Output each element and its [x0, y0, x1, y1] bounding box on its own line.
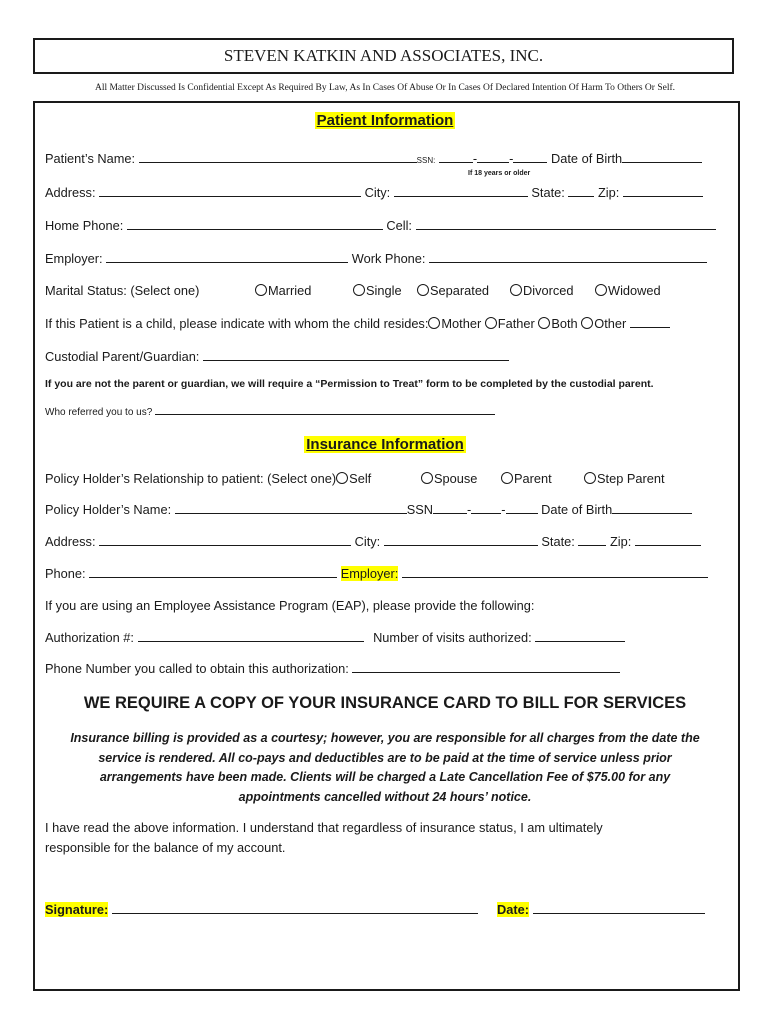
signature-label: Signature: [45, 902, 109, 917]
employer-label: Employer: [45, 251, 103, 266]
ssn-field-3[interactable] [513, 151, 547, 163]
billing-line: service is rendered. All co-pays and deductibles are to be paid at the time of service unless prior [98, 750, 672, 765]
holder-ssn-field-2[interactable] [471, 502, 501, 514]
referred-row [45, 405, 495, 418]
billing-line: Insurance billing is provided as a courtesy; however, you are responsible for all charges from the date the [70, 731, 700, 745]
radio-icon[interactable] [428, 317, 440, 329]
holder-name-row: Policy Holder’s Name: SSN - - Date of Birth [45, 502, 692, 517]
authorization-row [45, 630, 625, 645]
insurance-address-row [45, 534, 701, 549]
auth-field[interactable] [138, 630, 364, 642]
radio-icon[interactable] [485, 317, 497, 329]
ins-city-field[interactable] [384, 534, 538, 546]
holder-ssn-field-1[interactable] [433, 502, 467, 514]
insurance-card-heading: WE REQUIRE A COPY OF YOUR INSURANCE CARD TO BILL FOR SERVICES [83, 694, 687, 712]
holder-ssn-label: SSN [406, 502, 433, 517]
ins-city-label: City: [354, 534, 381, 549]
patient-employer-row [45, 251, 707, 266]
relationship-option-parent[interactable]: Parent [501, 471, 552, 486]
acknowledgement [45, 818, 735, 857]
dob-label: Date of Birth [551, 151, 623, 166]
holder-dob-label: Date of Birth [541, 502, 613, 517]
work-phone-field[interactable] [429, 251, 707, 263]
zip-label: Zip: [597, 185, 620, 200]
auth-phone-row [45, 661, 620, 676]
dob-field[interactable] [622, 151, 702, 163]
billing-notice [50, 729, 720, 807]
ssn-field-1[interactable] [439, 151, 473, 163]
ins-phone-label: Phone: [45, 566, 86, 581]
radio-icon[interactable] [417, 284, 429, 296]
billing-line: appointments cancelled without 24 hours’ notice. [238, 789, 532, 804]
patient-phone-row [45, 218, 716, 233]
ins-state-field[interactable] [578, 534, 606, 546]
ins-employer-field[interactable] [402, 566, 708, 578]
visits-field[interactable] [535, 630, 625, 642]
date-label: Date: [497, 902, 529, 917]
date-row [497, 902, 705, 917]
ins-zip-field[interactable] [635, 534, 701, 546]
zip-field[interactable] [623, 185, 703, 197]
holder-name-field[interactable] [175, 502, 407, 514]
holder-dob-field[interactable] [612, 502, 692, 514]
visits-label: Number of visits authorized: [373, 630, 532, 645]
relationship-option-step-parent[interactable]: Step Parent [584, 471, 665, 486]
relationship-option-self[interactable]: Self [336, 471, 371, 486]
city-label: City: [364, 185, 391, 200]
ssn-label: SSN: [416, 156, 436, 165]
company-name: STEVEN KATKIN AND ASSOCIATES, INC. [223, 46, 544, 65]
marital-option-divorced[interactable]: Divorced [510, 283, 574, 298]
custodial-label: Custodial Parent/Guardian: [45, 349, 200, 364]
company-header [33, 38, 734, 74]
home-phone-label: Home Phone: [45, 218, 124, 233]
permission-note: If you are not the parent or guardian, we will require a “Permission to Treat” form to be completed by the custodial parent. [45, 378, 654, 390]
state-label: State: [531, 185, 565, 200]
referred-label: Who referred you to us? [45, 407, 153, 418]
radio-icon[interactable] [255, 284, 267, 296]
patient-name-field[interactable] [139, 151, 417, 163]
patient-address-row [45, 185, 703, 200]
confidential-notice: All Matter Discussed Is Confidential Except As Required By Law, As In Cases Of Abuse Or In Cases Of Declared Intention Of Harm To Others Or Self. [94, 83, 676, 93]
child-option-mother[interactable]: Mother [428, 316, 481, 331]
radio-icon[interactable] [584, 472, 596, 484]
work-phone-label: Work Phone: [351, 251, 426, 266]
referred-field[interactable] [155, 405, 495, 415]
relationship-option-spouse[interactable]: Spouse [421, 471, 477, 486]
auth-phone-label: Phone Number you called to obtain this authorization: [45, 661, 349, 676]
date-field[interactable] [533, 902, 705, 914]
marital-row [45, 283, 199, 298]
radio-icon[interactable] [510, 284, 522, 296]
custodial-row [45, 349, 509, 364]
ins-phone-field[interactable] [89, 566, 337, 578]
radio-icon[interactable] [353, 284, 365, 296]
signature-field[interactable] [112, 902, 478, 914]
radio-icon[interactable] [581, 317, 593, 329]
home-phone-field[interactable] [127, 218, 383, 230]
radio-icon[interactable] [538, 317, 550, 329]
holder-ssn-field-3[interactable] [506, 502, 538, 514]
address-label: Address: [45, 185, 96, 200]
marital-label: Marital Status: (Select one) [45, 283, 200, 298]
address-field[interactable] [99, 185, 361, 197]
marital-option-separated[interactable]: Separated [417, 283, 489, 298]
marital-option-single[interactable]: Single [353, 283, 402, 298]
radio-icon[interactable] [595, 284, 607, 296]
insurance-phone-row [45, 566, 708, 581]
eap-text: If you are using an Employee Assistance Program (EAP), please provide the following: [45, 598, 535, 613]
state-field[interactable] [568, 185, 594, 197]
billing-line: arrangements have been made. Clients will be charged a Late Cancellation Fee of $75.00 for any [99, 770, 671, 784]
ins-address-field[interactable] [99, 534, 351, 546]
city-field[interactable] [394, 185, 528, 197]
marital-option-widowed[interactable]: Widowed [595, 283, 661, 298]
child-option-both[interactable]: Both [538, 316, 577, 331]
radio-icon[interactable] [501, 472, 513, 484]
cell-label: Cell: [386, 218, 412, 233]
signature-row [45, 902, 478, 917]
auth-phone-field[interactable] [352, 661, 620, 673]
radio-icon[interactable] [421, 472, 433, 484]
ack-line: I have read the above information. I understand that regardless of insurance status, I am ultimately [45, 820, 603, 835]
child-option-father[interactable]: Father [485, 316, 535, 331]
marital-option-married[interactable]: Married [255, 283, 311, 298]
ins-address-label: Address: [45, 534, 96, 549]
cell-field[interactable] [416, 218, 716, 230]
ins-employer-label: Employer: [340, 566, 399, 581]
child-option-other[interactable]: Other [581, 316, 626, 331]
holder-name-label: Policy Holder’s Name: [45, 502, 172, 517]
ssn-note: If 18 years or older [468, 170, 531, 177]
child-row [45, 316, 670, 331]
ssn-field-2[interactable] [477, 151, 509, 163]
patient-section-title: Patient Information [316, 112, 454, 129]
relationship-label: Policy Holder’s Relationship to patient: (Select one) [45, 471, 337, 486]
ack-line: responsible for the balance of my account. [45, 839, 286, 855]
patient-name-row: Patient’s Name: SSN: - - Date of Birth [45, 151, 702, 166]
employer-field[interactable] [106, 251, 348, 263]
auth-label: Authorization #: [45, 630, 134, 645]
patient-name-label: Patient’s Name: [45, 151, 136, 166]
custodial-field[interactable] [203, 349, 509, 361]
ins-zip-label: Zip: [609, 534, 632, 549]
child-label: If this Patient is a child, please indicate with whom the child resides: [45, 316, 429, 331]
radio-icon[interactable] [336, 472, 348, 484]
ins-state-label: State: [541, 534, 575, 549]
child-other-field[interactable] [630, 316, 670, 328]
insurance-section-title: Insurance Information [306, 436, 464, 453]
relationship-row [45, 471, 371, 486]
